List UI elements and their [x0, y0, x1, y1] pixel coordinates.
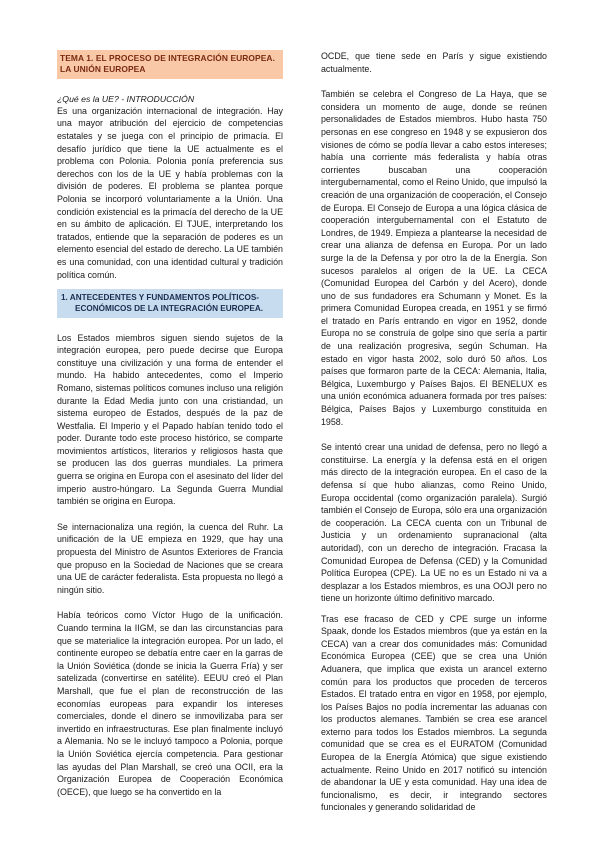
intro-subtitle: ¿Qué es la UE? - INTRODUCCIÓN [57, 93, 195, 104]
tema-title: TEMA 1. EL PROCESO DE INTEGRACIÓN EUROPEA. LA UNIÓN EUROPEA [57, 50, 283, 79]
left-column [57, 50, 283, 806]
paragraph: Tras ese fracaso de CED y CPE surge un informe Spaak, donde los Estados miembros (que ya están en la CECA) van a crear dos comunidades más: Comunidad Económica Europea (CEE) que se crea una Unión Aduanera, que implica que exista un arancel externo común para los productos que proceden de terceros Estados. El tratado entra en vigor en 1958, por ejemplo, los Países Bajos no podía incrementar las aduanas con los productos alemanes. También se crea ese arancel externo para todos los Estados miembros. La segunda comunidad que se crea es el EURATOM (Comunidad Europea de la Energía Atómica) que sigue existiendo actualmente. Reino Unido en 2017 notificó su intención de abandonar la UE y esta comunidad. Hay una idea de funcionalismo, es decir, ir integrando sectores funcionales y generando solidaridad de [321, 613, 547, 813]
paragraph: Los Estados miembros siguen siendo sujetos de la integración europea, pero puede decirse que Europa constituye una civilización y una forma de entender el mundo. Ha habido antecedentes, como el Imperio Romano, sistemas políticos comunes incluso una religión durante la Edad Media junto con una cristiandad, un sistema europeo de Estados, después de la paz de Westfalia. El Imperio y el Papado habían tenido todo el poder. Durante todo este proceso histórico, se comparte movimientos artísticos, literarios y religiosos hasta que se producen las dos guerras mundiales. La primera guerra se origina en Europa con el asesinato del líder del imperio austro-húngaro. La Segunda Guerra Mundial también se origina en Europa. [57, 332, 283, 507]
paragraph: Había teóricos como Víctor Hugo de la unificación. Cuando termina la IIGM, se dan las circunstancias para que se materialice la integración europea. Por un lado, el continente europeo se debatía entre caer en la garras de la Unión Soviética (donde se inicia la Guerra Fría) y ser satelizada (convertirse en satélite). EEUU creó el Plan Marshall, que fue el plan de reconstrucción de las economías europeas para expandir los intereses comerciales, donde el dinero se inmovilizaba para ser invertido en infraestructuras. Ese plan finalmente incluyó a Alemania. No se le incluyó tampoco a Polonia, porque la Unión Soviética ejercía competencia. Para gestionar las ayudas del Plan Marshall, se creó una OCII, era la Organización Europea de Cooperación Económica (OECE), que luego se ha convertido en la [57, 610, 283, 797]
paragraph: OCDE, que tiene sede en París y sigue existiendo actualmente. [321, 51, 547, 74]
paragraph: Se internacionaliza una región, la cuenca del Ruhr. La unificación de la UE empieza en 1929, que hay una propuesta del Ministro de Asuntos Exteriores de Francia que propuso en la Sociedad de Naciones que se creara una UE de carácter federalista. Esta propuesta no llegó a ningún sitio. [57, 521, 283, 595]
section-1-title: 1. ANTECEDENTES Y FUNDAMENTOS POLÍTICOS-ECONÓMICOS DE LA INTEGRACIÓN EUROPEA. [57, 289, 283, 318]
paragraph: Se intentó crear una unidad de defensa, pero no llegó a constituirse. La energía y la defensa está en el origen más directo de la integración europea. En el caso de la defensa sí que hubo alianzas, como Reino Unido, Europa occidental (como organización paralela). Surgió también el Consejo de Europa, sólo era una organización de cooperación. La CECA cuenta con un Tribunal de Justicia y un ordenamiento supranacional (alta autoridad), con un derecho de integración. Fracasa la Comunidad Europea de Defensa (CED) y la Comunidad Política Europea (CPE). La UE no es un Estado ni va a desplazar a los Estados miembros, es una OOJI pero no tiene un horizonte último definitivo marcado. [321, 442, 547, 604]
intro-paragraph: Es una organización internacional de integración. Hay una mayor atribución del ejercicio de competencias estatales y se juega con el principio de primacía. El desafío jurídico que tiene la UE actualmente es el problema con Polonia. Polonia ponía preferencia sus derechos con los de la UE y había problemas con la división de poderes. El problema se plantea porque Polonia se incorporó voluntariamente a la Unión. Una condición existencial es la primacía del derecho de la UE en su ámbito de aplicación. El TJUE, interpretando los tratados, entiende que la separación de poderes es un elemento esencial del estado de derecho. La UE también es una comunidad, con una identidad cultural y tradición política común. [57, 105, 283, 280]
paragraph: También se celebra el Congreso de La Haya, que se considera un momento de auge, donde se reúnen personalidades de Estados miembros. Hubo hasta 750 personas en ese congreso en 1948 y se expusieron dos visiones de cómo se podía llevar a cabo estos intereses; había una corriente más federalista y había otras corrientes buscaban una cooperación intergubernamental, como el Reino Unido, que impulsó la creación de una organización de cooperación, el Consejo de Europa. El Consejo de Europa a una lógica clásica de cooperación intergubernamental con el Estatuto de Londres, de 1949. Empieza a plantearse la necesidad de crear una alianza de defensa en Europa. Por un lado surge la de la Defensa y por otro la de la Energía. Son sucesos paralelos al origen de la UE. La CECA (Comunidad Europea del Carbón y del Acero), donde uno de sus fundadores era Schumann y Monet. Es la primera Comunidad Europea creada, en 1951 y se firmó el tratado en París entrando en vigor en 1952, donde Europa no se construía de golpe sino que sería a partir de una realización progresiva, según Schuman. Ha estado en vigor hasta 2002, solo duró 50 años. Los países que formaron parte de la CECA: Alemania, Italia, Bélgica, Luxemburgo y Países Bajos. El BENELUX es una unión económica aduanera formada por tres países: Bélgica, Países Bajos y Luxemburgo constituida en 1958. [321, 89, 547, 427]
right-column [321, 50, 547, 822]
